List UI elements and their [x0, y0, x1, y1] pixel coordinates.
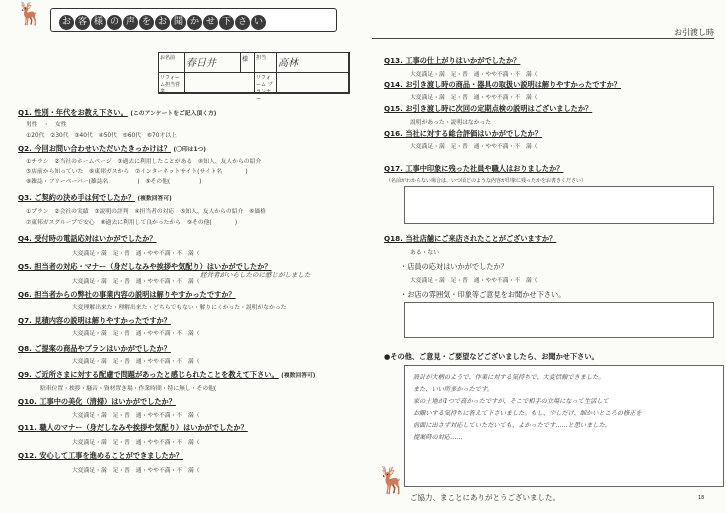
staff-name: 高林 [277, 53, 349, 73]
comment-box[interactable] [404, 365, 724, 487]
question-q12: Q12. 安心して工事を進めることができましたか？ [18, 451, 184, 460]
q12-scale: 大変満足・満 足・普 通・やや不満・不 満（ [72, 468, 200, 474]
question-q9: Q9. ご近所さまに対する配慮で問題があったと感じられたことを教えて下さい。 (複数回答可) [18, 370, 316, 379]
customer-name: 春日井 [185, 53, 241, 73]
question-q10: Q10. 工事中の美化（清掃）はいかがでしたか？ [18, 397, 176, 406]
q3-options-1: ①プラン ②会社の実績 ③説明の評判 ④担当者の対応 ⑤知人、友人からの紹介 ⑥価格 [26, 209, 266, 215]
page-header-right: お引渡し時 [674, 28, 714, 37]
comment-heading: ●その他、ご意見・ご要望などございましたら、お聞かせ下さい。 [384, 352, 599, 361]
q6-scale: 大変理解出来た・理解出来た・どちらでもない・解りにくかった・説明がなかった [72, 305, 287, 311]
q5-handwriting: 経営者がいらしたのに感じがしました [200, 271, 311, 279]
title-text [51, 9, 267, 28]
question-q16: Q16. 当社に対する総合評価はいかがでしたか？ [384, 129, 542, 138]
title-char: を [139, 15, 154, 30]
title-char: お [59, 15, 74, 30]
q3-options-2: ⑦東邦ガスグループで安心 ⑧過去に利用して良かったから ⑨その他( ) [26, 220, 238, 226]
page-title [50, 8, 337, 32]
sales-value [185, 73, 255, 93]
deer-footer-icon: 🦌 [376, 466, 409, 496]
q17-note: （名前がわからない場合は、いつ頃どのような内容が印象に残ったかをお書きください） [386, 178, 587, 184]
question-q8: Q8. ご提案の商品やプランはいかがでしたか？ [18, 344, 171, 353]
q7-scale: 大変満足・満 足・普 通・やや不満・不 満（ [72, 331, 200, 337]
q4-scale: 大変満足・満 足・普 通・やや不満・不 満（ [72, 251, 200, 257]
title-char: か [187, 15, 202, 30]
comment-line: 家の土地が1つで高かったですが、そこで相手の立場になって生活して [413, 398, 609, 405]
q18-answer-box[interactable] [404, 302, 714, 338]
title-char: 様 [91, 15, 106, 30]
comment-line: 設計が大柄のようで、作業に対する気持ちで、大変信頼できました。 [413, 374, 605, 381]
q15-options: 説明があった・説明はなかった [410, 120, 492, 126]
title-char: 聞 [171, 15, 186, 30]
q1-gender: 男性 ・ 女性 [26, 122, 67, 128]
deer-logo-icon: 🦌 [16, 2, 44, 27]
q18-sub2: ・お店の雰囲気・印象等ご意見をお聞かせ下さい。 [400, 290, 566, 299]
label-staff: 担当 [255, 53, 277, 73]
label-sales: リフォーム担当営業 [159, 73, 185, 93]
form-grid [158, 52, 350, 102]
label-name: お名前 [159, 53, 185, 73]
question-q7: Q7. 見積内容の説明は解りやすかったですか？ [18, 316, 171, 325]
q18-scale: 大変満足・満 足・普 通・やや不満・不 満（ [410, 278, 538, 284]
q5-scale: 大変満足・満 足・普 通・やや不満・不 満（ [72, 279, 200, 285]
question-q13: Q13. 工事の仕上がりはいかがでしたか？ [384, 56, 521, 65]
comment-line: 提案時の対応…… [413, 434, 463, 441]
question-q2: Q2. 今回お問い合わせいただいたきっかけは？ (〇印は1つ) [18, 144, 206, 153]
q14-scale: 大変満足・満 足・普 通・やや不満・不 満（ [410, 95, 538, 101]
title-char: の [107, 15, 122, 30]
q11-scale: 大変満足・満 足・普 通・やや不満・不 満（ [72, 440, 200, 446]
q9-options: 駐車位置・挨拶・騒音・資材置き場・作業時間・特に無し・その他( [40, 386, 217, 392]
question-q4: Q4. 受付時の電話応対はいかがでしたか？ [18, 234, 157, 243]
q2-options-3: ⑧雑誌・フリーペーパー(雑誌名 ) ⑨その他( ) [26, 179, 202, 185]
question-q11: Q11. 職人のマナー（身だしなみや挨拶や気配り）はいかがでしたか？ [18, 423, 248, 432]
label-planner: リフォーム プランナー [255, 73, 277, 93]
q13-scale: 大変満足・満 足・普 通・やや不満・不 満（ [410, 72, 538, 78]
footer-thanks: ご協力、まことにありがとうございました。 [410, 493, 560, 502]
comment-line: 前面に出さず対応していただいても、よかったです……と思いました。 [413, 422, 611, 429]
title-char: 下 [219, 15, 234, 30]
question-q14: Q14. お引き渡し時の商品・器具の取扱い説明は解りやすかったですか？ [384, 80, 621, 89]
title-char: せ [203, 15, 218, 30]
suffix-sama: 様 [241, 53, 255, 73]
title-char: 声 [123, 15, 138, 30]
question-q1: Q1. 性別・年代をお教え下さい。 (このアンケートをご記入頂く方) [18, 108, 217, 117]
question-q3: Q3. ご契約の決め手は何でしたか？ (複数回答可) [18, 193, 172, 202]
question-q18: Q18. 当社店舗にご来店されたことがございますか？ [384, 234, 557, 243]
question-q6: Q6. 担当者からの弊社の事業内容の説明は解りやすかったですか？ [18, 290, 236, 299]
question-q5: Q5. 担当者の対応・マナー（身だしなみや挨拶や気配り）はいかがでしたか？ [18, 262, 272, 271]
q16-scale: 大変満足・満 足・普 通・やや不満・不 満（ [410, 144, 538, 150]
q18-sub1: ・店員の応対はいかがでしたか？ [400, 262, 508, 271]
question-q17: Q17. 工事中印象に残った社員や職人はおりましたか？ [384, 164, 564, 173]
comment-text [405, 366, 723, 444]
page-number: 18 [698, 495, 705, 501]
q2-options-2: ⑤店前から知っていた ⑥東邦ガスから ⑦インターネットサイト(サイト名 ) [26, 169, 248, 175]
comment-line: お願いする気持ちに答えて下さいました。もし、少しだけ、細かいところの修正を [413, 410, 642, 417]
comment-line: また、いい所多かったです。 [413, 386, 493, 393]
question-q15: Q15. お引き渡し時に次回の定期点検の説明はございましたか？ [384, 104, 593, 113]
title-char: い [251, 15, 266, 30]
title-char: お [155, 15, 170, 30]
q17-answer-box[interactable] [404, 186, 714, 224]
title-char: 客 [75, 15, 90, 30]
q18-options: ある・ない [410, 250, 439, 256]
title-char: さ [235, 15, 250, 30]
q8-scale: 大変満足・満 足・普 通・やや不満・不 満（ [72, 359, 200, 365]
q10-scale: 大変満足・満 足・普 通・やや不満・不 満（ [72, 413, 200, 419]
planner-value [277, 73, 349, 93]
q1-ages: ①20代 ②30代 ③40代 ④50代 ⑤60代 ⑥70才以上 [26, 133, 177, 139]
q2-options-1: ①チラシ ②当社のホームページ ③過去に利用したことがある ④知人、友人からの紹介 [26, 159, 262, 165]
header-divider [372, 38, 714, 39]
